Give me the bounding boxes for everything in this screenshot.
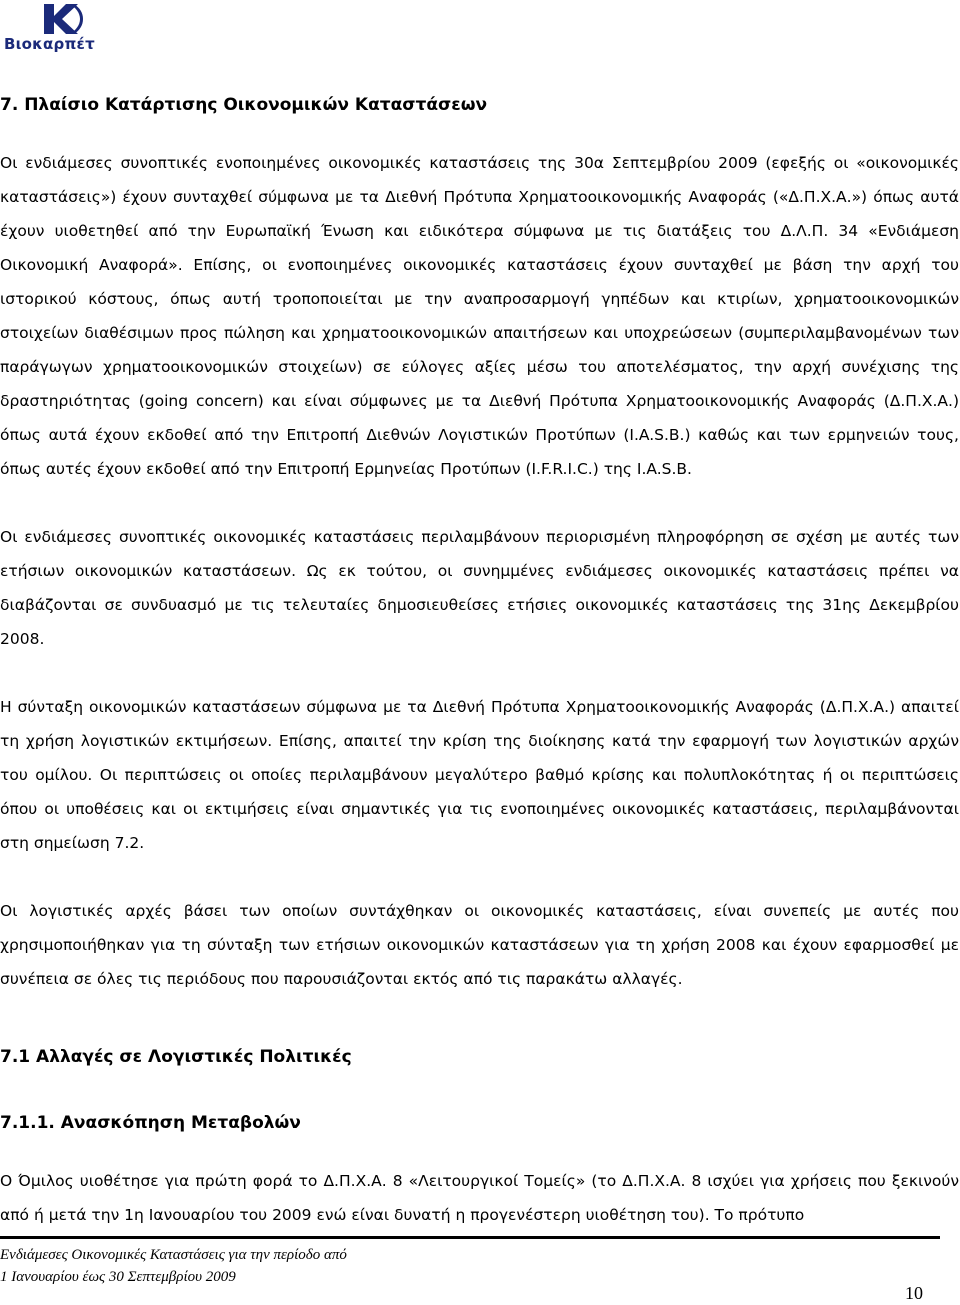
footer-divider (0, 1236, 940, 1239)
paragraph-estimates: Η σύνταξη οικονομικών καταστάσεων σύμφωνα με τα Διεθνή Πρότυπα Χρηματοοικονομικής Αναφοράς (Δ.Π.Χ.Α.) απαιτεί τη χρήση λογιστικών εκτιμήσεων. Επίσης, απαιτεί την κρίση της διοίκησης κατά την εφαρμογή των λογιστικών αρχών του ομίλου. Οι περιπτώσεις οι οποίες περιλαμβάνουν μεγαλύτερο βαθμό κρίσης και πολυπλοκότητας ή οι περιπτώσεις όπου οι υποθέσεις και οι εκτιμήσεις είναι σημαντικές για τις ενοποιημένες οικονομικές καταστάσεις, περιλαμβάνονται στη σημείωση 7.2. (0, 698, 959, 852)
footer-line-1: Ενδιάμεσες Οικονομικές Καταστάσεις για την περίοδο από (0, 1247, 347, 1263)
footer-line-2: 1 Ιανουαρίου έως 30 Σεπτεμβρίου 2009 (0, 1269, 236, 1285)
subsubsection-title: 7.1.1. Ανασκόπηση Μεταβολών (0, 1113, 301, 1133)
paragraph-changes-review: Ο Όμιλος υιοθέτησε για πρώτη φορά το Δ.Π.Χ.Α. 8 «Λειτουργικοί Τομείς» (το Δ.Π.Χ.Α. 8 ισχύει για χρήσεις που ξεκινούν από ή μετά την 1η Ιανουαρίου του 2009 ενώ είναι δυνατή η προγενέστερη υιοθέτηση του). Το πρότυπο (0, 1172, 959, 1224)
subsection-title: 7.1 Αλλαγές σε Λογιστικές Πολιτικές (0, 1047, 352, 1067)
logo-mark-icon (40, 2, 84, 36)
paragraph-accounting-principles: Οι λογιστικές αρχές βάσει των οποίων συντάχθηκαν οι οικονομικές καταστάσεις, είναι συνεπείς με αυτές που χρησιμοποιήθηκαν για τη σύνταξη των ετήσιων οικονομικών καταστάσεων για τη χρήση 2008 και έχουν εφαρμοσθεί με συνέπεια σε όλες τις περιόδους που παρουσιάζονται εκτός από τις παρακάτω αλλαγές. (0, 902, 959, 988)
paragraph-framework: Οι ενδιάμεσες συνοπτικές ενοποιημένες οικονομικές καταστάσεις της 30α Σεπτεμβρίου 2009 (εφεξής οι «οικονομικές καταστάσεις») έχουν συνταχθεί σύμφωνα με τα Διεθνή Πρότυπα Χρηματοοικονομικής Αναφοράς («Δ.Π.Χ.Α.») όπως αυτά έχουν υιοθετηθεί από την Ευρωπαϊκή Ένωση και ειδικότερα σύμφωνα με τις διατάξεις του Δ.Λ.Π. 34 «Ενδιάμεση Οικονομική Αναφορά». Επίσης, οι ενοποιημένες οικονομικές καταστάσεις έχουν συνταχθεί με βάση την αρχή του ιστορικού κόστους, όπως αυτή τροποποιείται με την αναπροσαρμογή γηπέδων και κτιρίων, χρηματοοικονομικών στοιχείων διαθέσιμων προς πώληση και χρηματοοικονομικών απαιτήσεων και υποχρεώσεων (συμπεριλαμβανομένων των παράγωγων χρηματοοικονομικών στοιχείων) σε εύλογες αξίες μέσω του αποτελέσματος, την αρχή συνέχισης της δραστηριότητας (going concern) και είναι σύμφωνες με τα Διεθνή Πρότυπα Χρηματοοικονομικής Αναφοράς (Δ.Π.Χ.Α.) όπως αυτά έχουν εκδοθεί από την Επιτροπή Διεθνών Λογιστικών Προτύπων (I.A.S.B.) καθώς και των ερμηνειών τους, όπως αυτές έχουν εκδοθεί από την Επιτροπή Ερμηνείας Προτύπων (I.F.R.I.C.) της I.A.S.B. (0, 154, 959, 478)
paragraph-limited-info: Οι ενδιάμεσες συνοπτικές οικονομικές καταστάσεις περιλαμβάνουν περιορισμένη πληροφόρηση σε σχέση με αυτές των ετήσιων οικονομικών καταστάσεων. Ως εκ τούτου, οι συνημμένες ενδιάμεσες οικονομικές καταστάσεις πρέπει να διαβάζονται σε συνδυασμό με τις τελευταίες δημοσιευθείσες ετήσιες οικονομικές καταστάσεις της 31ης Δεκεμβρίου 2008. (0, 528, 959, 648)
document-body (0, 94, 959, 1232)
logo-wordmark: Βιοκαρπέτ (4, 35, 95, 53)
page-number: 10 (905, 1283, 923, 1303)
footer-caption (0, 1244, 347, 1288)
company-logo (4, 2, 124, 56)
section-title: 7. Πλαίσιο Κατάρτισης Οικονομικών Καταστάσεων (0, 95, 488, 115)
